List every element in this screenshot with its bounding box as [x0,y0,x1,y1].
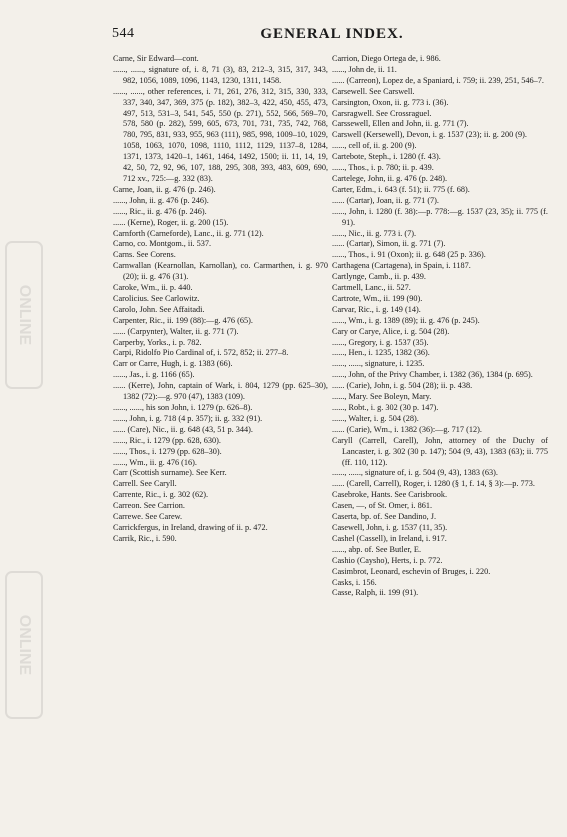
index-entry: ...... (Care), Nic., ii. g. 648 (43, 51 p. 344). [113,424,253,434]
index-entry: Carsington, Oxon, ii. g. 773 i. (36). [332,97,449,107]
index-entry: Carsragwell. See Crossraguel. [332,108,432,118]
index-entry: ......, cell of, ii. g. 200 (9). [332,141,417,151]
index-entry: Caserta, bp. of. See Dandino, J. [332,512,437,522]
index-entry: Carter, Edm., i. 643 (f. 51); ii. 775 (f. 68). [332,184,470,194]
index-entry: ......, Hen., i. 1235, 1382 (36). [332,348,430,358]
index-entry: Carno, co. Montgom., ii. 537. [113,239,212,249]
index-entry: ......, Nic., ii. g. 773 i. (7). [332,228,417,238]
index-entry: Casks, i. 156. [332,577,377,587]
index-entry: Cartebote, Steph., i. 1280 (f. 43). [332,152,441,162]
index-entry: ......, Robt., i. g. 302 (30 p. 147). [332,403,439,412]
index-entry: Carr or Carre, Hugh, i. g. 1383 (66). [113,359,233,369]
index-entry: ......, Thos., i. 91 (Oxon); ii. g. 648 (25 p. 336). [332,250,486,260]
index-entry: Carr (Scottish surname). See Kerr. [113,468,227,478]
library-stamp-upper [4,240,44,390]
index-entry: Cashio (Caysho), Herts, i. p. 772. [332,555,443,565]
index-entry: Caroke, Wm., ii. p. 440. [113,283,193,293]
index-entry: Carssewell, Ellen and John, ii. g. 771 (7). [332,119,469,129]
index-entry: ......, John, i. 1280 (f. 38):—p. 778:—g. 1537 (23, 35); ii. 775 (f. 91). [332,206,548,227]
index-entry: Carrion, Diego Ortega de, i. 986. [332,54,441,63]
index-entry: Carns. See Corens. [113,250,176,260]
index-entry: ......, Wm., i. g. 1389 (89); ii. g. 476 (p. 245). [332,315,480,325]
index-entry: ......, ......, signature, i. 1235. [332,359,425,369]
index-entry: Casse, Ralph, ii. 199 (91). [332,588,419,598]
index-entry: ...... (Carpynter), Walter, ii. g. 771 (7). [113,326,239,336]
index-entry: Cartlynge, Camb., ii. p. 439. [332,272,426,282]
index-entry: ...... (Kerre), John, captain of Wark, i. 804, 1279 (pp. 625–30), 1382 (72):—g. 970 (47), 1383 (109). [113,381,328,402]
index-entry: Carswell (Kersewell), Devon, i. g. 1537 (23); ii. g. 200 (9). [332,130,527,140]
index-entry: Carrewe. See Carew. [113,512,183,522]
running-head: GENERAL INDEX. [260,26,404,42]
index-entry: Carpi, Ridolfo Pio Cardinal of, i. 572, 852; ii. 277–8. [113,348,289,358]
index-entry: Casimbrot, Leonard, eschevin of Bruges, i. 220. [332,566,491,576]
index-entry: Carrente, Ric., i. g. 302 (62). [113,490,209,500]
index-entry: Carsewell. See Carswell. [332,86,415,96]
index-entry: Caryll (Carrell, Carell), John, attorney of the Duchy of Lancaster, i. g. 302 (30 p. 147); 504 (9, 43), 1383 (63); ii. 775 (ff. 110, 112). [332,435,548,467]
index-entry: ...... (Carie), John, i. g. 504 (28); ii. p. 438. [332,381,473,391]
page-header [112,26,552,48]
index-entry: ...... (Cartar), Simon, ii. g. 771 (7). [332,239,446,249]
index-entry: ......, abp. of. See Butler, E. [332,544,422,554]
index-entry: ...... (Carie), Wm., i. 1382 (36):—g. 717 (12). [332,424,482,434]
index-entry: Cartelege, John, ii. g. 476 (p. 248). [332,173,448,183]
index-entry: ...... (Carell, Carrell), Roger, i. 1280 (§ 1, f. 14, § 3):—p. 773. [332,479,535,489]
index-entry: Carne, Joan, ii. g. 476 (p. 246). [113,184,216,194]
index-entry: ......, John, i. g. 718 (4 p. 357); ii. g. 332 (91). [113,413,263,423]
index-entry: ......, Jas., i. g. 1166 (65). [113,370,195,380]
library-stamp-lower [4,570,44,720]
index-entry: ......, ......, his son John, i. 1279 (p. 626–8). [113,403,253,412]
index-entry: ......, ......, other references, i. 71, 261, 276, 312, 315, 330, 333, 337, 340, 347, 369, 375 (p. 182), 382–3, 422, 450, 455, 473, 497, 513, 531–3, 541, 545, 550 (p. 271), 552, 566, 569–70, 578, 580 (p. 282), 599, 605, 673, 701, 731, 735, 742, 768, 780, 795, 831, 933, 955, 963 (111), 985, 998, 1009–10, 1029, 1058, 1063, 1070, 1098, 1110, 1112, 1129, 1137–8, 1284, 1371, 1373, 1420–1, 1461, 1464, 1492, 1500; ii. 11, 14, 19, 42, 50, 72, 92, 96, 107, 188, 295, 308, 393, 483, 609, 690, 712 xv., 725:—g. 332 (83). [113,86,328,183]
index-entry: Carthagena (Cartagena), in Spain, i. 1187. [332,261,471,271]
index-entry: ......, Gregory, i. g. 1537 (35). [332,337,429,347]
index-entry: ......, Thos., i. p. 780; ii. p. 439. [332,163,434,173]
index-entry: Carpenter, Ric., ii. 199 (88):—g. 476 (65). [113,315,253,325]
index-column-right [332,54,548,599]
index-entry: Carolicius. See Carlowitz. [113,293,200,303]
index-entry: ......, Walter, i. g. 504 (28). [332,413,419,423]
index-entry: ......, Mary. See Boleyn, Mary. [332,392,432,402]
index-entry: ......, Thos., i. 1279 (pp. 628–30). [113,446,222,456]
index-entry: Carrik, Ric., i. 590. [113,533,177,543]
index-entry: Casen, —, of St. Omer, i. 861. [332,501,433,511]
index-entry: ...... (Carreon), Lopez de, a Spaniard, i. 759; ii. 239, 251, 546–7. [332,75,544,85]
index-entry: Carreon. See Carrion. [113,501,185,511]
index-entry: ...... (Kerne), Roger, ii. g. 200 (15). [113,217,229,227]
index-column-left [113,54,328,545]
index-entry: Casewell, John, i. g. 1537 (11, 35). [332,522,448,532]
index-entry: ......, ......, signature of, i. 8, 71 (3), 83, 212–3, 315, 317, 343, 982, 1056, 1089, 1096, 1143, 1230, 1311, 1458. [113,64,328,85]
index-entry: Carne, Sir Edward—cont. [113,54,199,63]
index-entry: ......, Wm., ii. g. 476 (16). [113,457,197,467]
svg-text:ONLINE: ONLINE [15,284,33,346]
index-entry: Casebroke, Hants. See Carisbrook. [332,490,448,500]
index-entry: Carperby, Yorks., i. p. 782. [113,337,202,347]
index-entry: ......, John de, ii. 11. [332,64,397,74]
index-entry: Carnwallan (Kearnollan, Karnollan), co. Carmarthen, i. g. 970 (20); ii. g. 476 (31). [113,261,328,282]
index-entry: Cartrote, Wm., ii. 199 (90). [332,293,423,303]
index-entry: Carolo, John. See Affaitadi. [113,304,205,314]
index-entry: Cartmell, Lanc., ii. 527. [332,283,411,293]
index-entry: ......, John, ii. g. 476 (p. 246). [113,195,209,205]
index-entry: Cashel (Cassell), in Ireland, i. 917. [332,533,447,543]
index-entry: ......, Ric., ii. g. 476 (p. 246). [113,206,207,216]
index-entry: Carvar, Ric., i. g. 149 (14). [332,304,421,314]
index-entry: ......, ......, signature of, i. g. 504 (9, 43), 1383 (63). [332,468,498,478]
index-entry: Carrickfergus, in Ireland, drawing of ii. p. 472. [113,522,268,532]
index-entry: ......, John, of the Privy Chamber, i. 1382 (36), 1384 (p. 695). [332,370,533,380]
index-entry: ......, Ric., i. 1279 (pp. 628, 630). [113,435,221,445]
index-entry: Carrell. See Caryll. [113,479,177,489]
index-entry: ...... (Cartar), Joan, ii. g. 771 (7). [332,195,439,205]
index-entry: Cary or Carye, Alice, i. g. 504 (28). [332,326,450,336]
page-number: 544 [112,26,135,41]
svg-text:ONLINE: ONLINE [15,614,33,676]
index-entry: Carnforth (Carneforde), Lanc., ii. g. 771 (12). [113,228,264,238]
